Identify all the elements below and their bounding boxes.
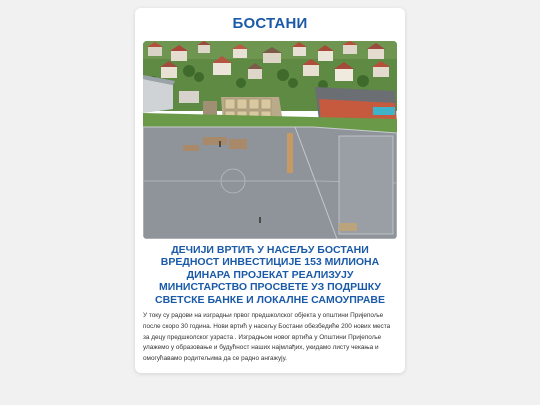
card-title: БОСТАНИ xyxy=(232,15,308,32)
aerial-photo[interactable] xyxy=(143,41,397,239)
article-headline[interactable]: ДЕЧИЈИ ВРТИЋ У НАСЕЉУ БОСТАНИ ВРЕДНОСТ ИНВЕСТИЦИЈЕ 153 МИЛИОНА ДИНАРА ПРОЈЕКАТ РЕАЛИЗУЈУ МИНИСТАРСТВО ПРОСВЕТЕ УЗ ПОДРШКУ СВЕТСКЕ БАНКЕ И ЛОКАЛНЕ САМОУПРАВЕ xyxy=(154,244,385,306)
article-body: У току су радови на изградњи првог предшколског објекта у општини Пријепоље после скоро 30 година. Нови вртић у насељу Бостани обезбедиће 200 нових места за децу предшколског узраста . Изградњом новог вртића у Општини Пријепоље улажемо у образовање и будућност наших најмлађих, укидамо листу чекања и омогућавамо родитељима да се радно ангажују. xyxy=(143,312,391,363)
news-card xyxy=(135,8,405,373)
